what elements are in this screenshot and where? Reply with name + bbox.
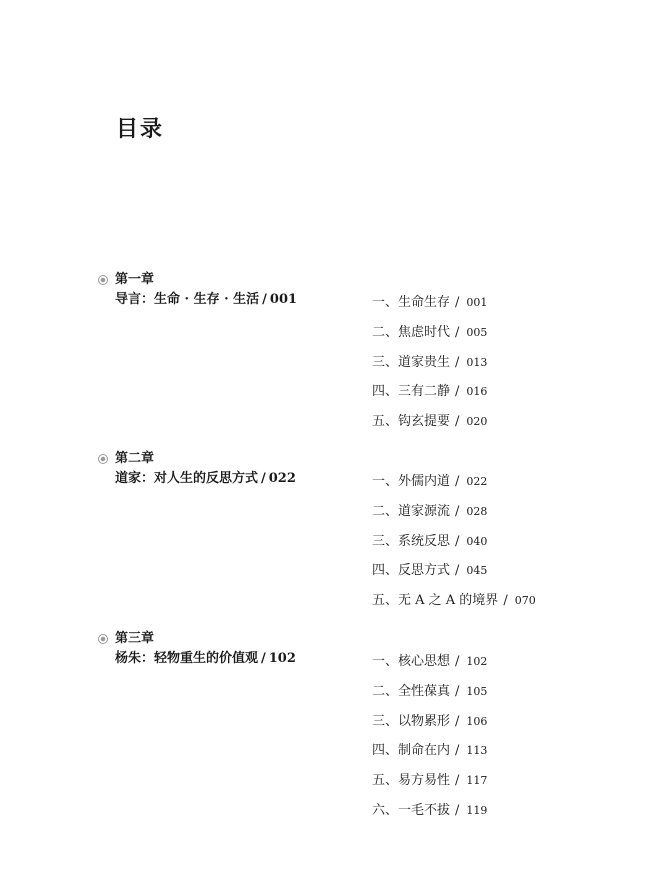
section-label: 五、易方易性 <box>372 773 451 789</box>
section-entry[interactable] <box>372 561 536 591</box>
chapter-number: 第三章 <box>115 631 155 646</box>
section-label: 四、反思方式 <box>372 563 451 579</box>
section-label: 一、外儒内道 <box>372 474 451 489</box>
section-page-number: 020 <box>466 415 488 429</box>
section-entry[interactable] <box>372 741 487 771</box>
section-label: 五、无 A 之 A 的境界 <box>372 593 499 609</box>
page-separator: / <box>455 384 460 400</box>
section-entry[interactable] <box>372 771 487 801</box>
chapter-number: 第一章 <box>115 272 155 287</box>
chapter-title: 导言：生命 · 生存 · 生活 <box>115 292 260 307</box>
section-page-number: 106 <box>466 714 488 728</box>
section-label: 四、三有二静 <box>372 384 451 400</box>
section-entry[interactable] <box>372 591 536 621</box>
page-separator: / <box>503 593 508 609</box>
page-separator: / <box>455 743 460 759</box>
section-page-number: 040 <box>466 534 488 548</box>
section-page-number: 016 <box>466 385 488 399</box>
page-separator: / <box>455 324 460 340</box>
section-page-number: 028 <box>466 504 488 518</box>
chapter-page-number: 102 <box>268 651 296 666</box>
section-page-number: 022 <box>466 475 488 488</box>
section-entry[interactable] <box>372 382 487 412</box>
page-separator: / <box>455 563 460 579</box>
section-page-number: 117 <box>466 774 488 788</box>
chapter-title: 杨朱：轻物重生的价值观 <box>115 651 259 666</box>
page-title: 目录 <box>116 116 165 142</box>
section-list <box>372 652 487 831</box>
section-page-number: 113 <box>466 744 488 758</box>
section-page-number: 001 <box>466 296 488 309</box>
section-label: 一、核心思想 <box>372 654 451 669</box>
section-entry[interactable] <box>372 353 487 383</box>
page-separator: / <box>455 503 460 519</box>
chapter-title-entry[interactable] <box>115 649 296 669</box>
page-separator: / <box>455 683 460 699</box>
chapter-page-number: 022 <box>268 471 296 486</box>
chapter-title-entry[interactable] <box>115 469 296 489</box>
page-separator: / <box>455 474 460 489</box>
page-separator: / <box>455 773 460 789</box>
section-entry[interactable] <box>372 712 487 742</box>
page-separator: / <box>261 651 266 666</box>
section-label: 五、钩玄提要 <box>372 414 451 430</box>
page-separator: / <box>455 654 460 669</box>
section-page-number: 005 <box>466 325 488 339</box>
section-list <box>372 293 487 442</box>
section-label: 二、道家源流 <box>372 503 451 519</box>
section-entry[interactable] <box>372 293 487 323</box>
section-page-number: 102 <box>466 655 488 668</box>
page-separator: / <box>262 292 267 307</box>
section-entry[interactable] <box>372 412 487 442</box>
section-entry[interactable] <box>372 532 536 562</box>
section-page-number: 105 <box>466 684 488 698</box>
section-entry[interactable] <box>372 472 536 502</box>
section-entry[interactable] <box>372 502 536 532</box>
chapter-title: 道家：对人生的反思方式 <box>115 471 259 486</box>
chapter-bullet-icon <box>98 275 108 285</box>
page-separator: / <box>455 713 460 729</box>
section-label: 三、道家贵生 <box>372 354 451 370</box>
section-label: 一、生命生存 <box>372 295 451 310</box>
page-separator: / <box>455 414 460 430</box>
section-label: 四、制命在内 <box>372 743 451 759</box>
section-list <box>372 472 536 621</box>
section-page-number: 045 <box>466 564 488 578</box>
section-entry[interactable] <box>372 652 487 682</box>
page-separator: / <box>455 295 460 310</box>
section-label: 二、全性葆真 <box>372 683 451 699</box>
page-separator: / <box>455 354 460 370</box>
section-page-number: 013 <box>466 355 488 369</box>
page-separator: / <box>261 471 266 486</box>
section-page-number: 119 <box>466 803 488 817</box>
page-separator: / <box>455 802 460 818</box>
section-page-number: 070 <box>514 594 536 608</box>
section-entry[interactable] <box>372 801 487 831</box>
chapter-title-entry[interactable] <box>115 290 297 310</box>
chapter-bullet-icon <box>98 454 108 464</box>
section-label: 二、焦虑时代 <box>372 324 451 340</box>
section-label: 三、系统反思 <box>372 533 451 549</box>
section-label: 三、以物累形 <box>372 713 451 729</box>
section-entry[interactable] <box>372 323 487 353</box>
chapter-page-number: 001 <box>269 292 298 307</box>
section-label: 六、一毛不拔 <box>372 802 451 818</box>
section-entry[interactable] <box>372 682 487 712</box>
chapter-bullet-icon <box>98 634 108 644</box>
chapter-number: 第二章 <box>115 451 155 466</box>
page-separator: / <box>455 533 460 549</box>
